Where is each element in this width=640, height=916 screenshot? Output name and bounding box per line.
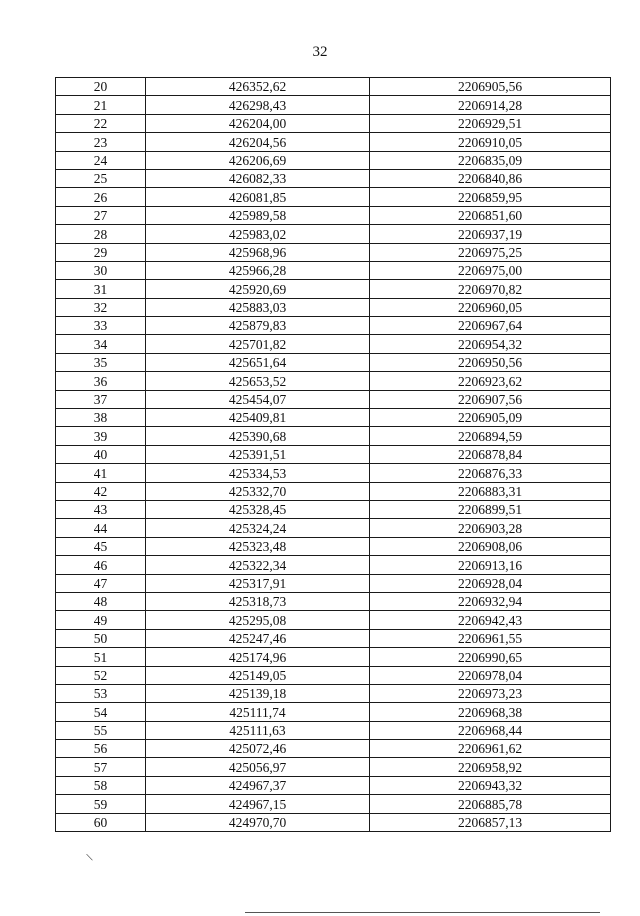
table-row bbox=[56, 684, 611, 702]
point-number-cell: 35 bbox=[56, 353, 146, 371]
y-coordinate-cell: 2206905,56 bbox=[370, 78, 611, 96]
table-row bbox=[56, 133, 611, 151]
y-coordinate-cell: 2206923,62 bbox=[370, 372, 611, 390]
table-row bbox=[56, 482, 611, 500]
x-coordinate-cell: 425174,96 bbox=[146, 648, 370, 666]
y-coordinate-cell: 2206907,56 bbox=[370, 390, 611, 408]
point-number-cell: 36 bbox=[56, 372, 146, 390]
point-number-cell: 41 bbox=[56, 464, 146, 482]
table-row bbox=[56, 390, 611, 408]
point-number-cell: 33 bbox=[56, 317, 146, 335]
y-coordinate-cell: 2206878,84 bbox=[370, 445, 611, 463]
point-number-cell: 24 bbox=[56, 151, 146, 169]
point-number-cell: 30 bbox=[56, 261, 146, 279]
y-coordinate-cell: 2206883,31 bbox=[370, 482, 611, 500]
coordinates-table-body bbox=[56, 78, 611, 832]
point-number-cell: 57 bbox=[56, 758, 146, 776]
y-coordinate-cell: 2206975,00 bbox=[370, 261, 611, 279]
y-coordinate-cell: 2206990,65 bbox=[370, 648, 611, 666]
x-coordinate-cell: 425332,70 bbox=[146, 482, 370, 500]
table-row bbox=[56, 335, 611, 353]
x-coordinate-cell: 425324,24 bbox=[146, 519, 370, 537]
point-number-cell: 46 bbox=[56, 556, 146, 574]
y-coordinate-cell: 2206910,05 bbox=[370, 133, 611, 151]
y-coordinate-cell: 2206978,04 bbox=[370, 666, 611, 684]
x-coordinate-cell: 425334,53 bbox=[146, 464, 370, 482]
table-row bbox=[56, 611, 611, 629]
point-number-cell: 39 bbox=[56, 427, 146, 445]
table-row bbox=[56, 592, 611, 610]
x-coordinate-cell: 425111,63 bbox=[146, 721, 370, 739]
y-coordinate-cell: 2206937,19 bbox=[370, 225, 611, 243]
x-coordinate-cell: 425968,96 bbox=[146, 243, 370, 261]
point-number-cell: 34 bbox=[56, 335, 146, 353]
table-row bbox=[56, 409, 611, 427]
table-row bbox=[56, 813, 611, 831]
point-number-cell: 45 bbox=[56, 537, 146, 555]
y-coordinate-cell: 2206899,51 bbox=[370, 500, 611, 518]
point-number-cell: 56 bbox=[56, 740, 146, 758]
point-number-cell: 49 bbox=[56, 611, 146, 629]
y-coordinate-cell: 2206973,23 bbox=[370, 684, 611, 702]
point-number-cell: 53 bbox=[56, 684, 146, 702]
stray-mark: \ bbox=[84, 849, 94, 865]
point-number-cell: 25 bbox=[56, 169, 146, 187]
table-row bbox=[56, 500, 611, 518]
x-coordinate-cell: 426352,62 bbox=[146, 78, 370, 96]
x-coordinate-cell: 425391,51 bbox=[146, 445, 370, 463]
point-number-cell: 32 bbox=[56, 298, 146, 316]
x-coordinate-cell: 425651,64 bbox=[146, 353, 370, 371]
y-coordinate-cell: 2206961,62 bbox=[370, 740, 611, 758]
x-coordinate-cell: 424970,70 bbox=[146, 813, 370, 831]
x-coordinate-cell: 426081,85 bbox=[146, 188, 370, 206]
table-row bbox=[56, 740, 611, 758]
y-coordinate-cell: 2206928,04 bbox=[370, 574, 611, 592]
point-number-cell: 44 bbox=[56, 519, 146, 537]
table-row bbox=[56, 703, 611, 721]
x-coordinate-cell: 425390,68 bbox=[146, 427, 370, 445]
y-coordinate-cell: 2206929,51 bbox=[370, 114, 611, 132]
table-row bbox=[56, 574, 611, 592]
table-row bbox=[56, 151, 611, 169]
point-number-cell: 38 bbox=[56, 409, 146, 427]
y-coordinate-cell: 2206908,06 bbox=[370, 537, 611, 555]
point-number-cell: 27 bbox=[56, 206, 146, 224]
table-row bbox=[56, 427, 611, 445]
x-coordinate-cell: 425701,82 bbox=[146, 335, 370, 353]
y-coordinate-cell: 2206950,56 bbox=[370, 353, 611, 371]
table-row bbox=[56, 261, 611, 279]
y-coordinate-cell: 2206968,44 bbox=[370, 721, 611, 739]
table-row bbox=[56, 353, 611, 371]
y-coordinate-cell: 2206913,16 bbox=[370, 556, 611, 574]
y-coordinate-cell: 2206835,09 bbox=[370, 151, 611, 169]
x-coordinate-cell: 425323,48 bbox=[146, 537, 370, 555]
x-coordinate-cell: 425966,28 bbox=[146, 261, 370, 279]
point-number-cell: 42 bbox=[56, 482, 146, 500]
x-coordinate-cell: 424967,15 bbox=[146, 795, 370, 813]
y-coordinate-cell: 2206903,28 bbox=[370, 519, 611, 537]
table-row bbox=[56, 629, 611, 647]
coordinates-table bbox=[55, 77, 611, 832]
table-row bbox=[56, 758, 611, 776]
y-coordinate-cell: 2206958,92 bbox=[370, 758, 611, 776]
x-coordinate-cell: 425920,69 bbox=[146, 280, 370, 298]
x-coordinate-cell: 425139,18 bbox=[146, 684, 370, 702]
y-coordinate-cell: 2206885,78 bbox=[370, 795, 611, 813]
point-number-cell: 58 bbox=[56, 776, 146, 794]
point-number-cell: 20 bbox=[56, 78, 146, 96]
point-number-cell: 26 bbox=[56, 188, 146, 206]
x-coordinate-cell: 426204,56 bbox=[146, 133, 370, 151]
x-coordinate-cell: 425247,46 bbox=[146, 629, 370, 647]
x-coordinate-cell: 425454,07 bbox=[146, 390, 370, 408]
point-number-cell: 50 bbox=[56, 629, 146, 647]
point-number-cell: 43 bbox=[56, 500, 146, 518]
point-number-cell: 47 bbox=[56, 574, 146, 592]
point-number-cell: 60 bbox=[56, 813, 146, 831]
x-coordinate-cell: 425318,73 bbox=[146, 592, 370, 610]
y-coordinate-cell: 2206840,86 bbox=[370, 169, 611, 187]
point-number-cell: 40 bbox=[56, 445, 146, 463]
table-row bbox=[56, 776, 611, 794]
y-coordinate-cell: 2206970,82 bbox=[370, 280, 611, 298]
table-row bbox=[56, 445, 611, 463]
x-coordinate-cell: 425983,02 bbox=[146, 225, 370, 243]
x-coordinate-cell: 426082,33 bbox=[146, 169, 370, 187]
x-coordinate-cell: 425295,08 bbox=[146, 611, 370, 629]
x-coordinate-cell: 425653,52 bbox=[146, 372, 370, 390]
x-coordinate-cell: 425111,74 bbox=[146, 703, 370, 721]
point-number-cell: 29 bbox=[56, 243, 146, 261]
y-coordinate-cell: 2206943,32 bbox=[370, 776, 611, 794]
point-number-cell: 22 bbox=[56, 114, 146, 132]
y-coordinate-cell: 2206905,09 bbox=[370, 409, 611, 427]
y-coordinate-cell: 2206961,55 bbox=[370, 629, 611, 647]
table-row bbox=[56, 225, 611, 243]
table-row bbox=[56, 298, 611, 316]
y-coordinate-cell: 2206960,05 bbox=[370, 298, 611, 316]
table-row bbox=[56, 648, 611, 666]
x-coordinate-cell: 426204,00 bbox=[146, 114, 370, 132]
page-number: 32 bbox=[312, 44, 328, 60]
x-coordinate-cell: 425409,81 bbox=[146, 409, 370, 427]
table-row bbox=[56, 96, 611, 114]
y-coordinate-cell: 2206932,94 bbox=[370, 592, 611, 610]
point-number-cell: 31 bbox=[56, 280, 146, 298]
point-number-cell: 37 bbox=[56, 390, 146, 408]
point-number-cell: 28 bbox=[56, 225, 146, 243]
point-number-cell: 21 bbox=[56, 96, 146, 114]
y-coordinate-cell: 2206975,25 bbox=[370, 243, 611, 261]
table-row bbox=[56, 464, 611, 482]
table-row bbox=[56, 372, 611, 390]
y-coordinate-cell: 2206859,95 bbox=[370, 188, 611, 206]
x-coordinate-cell: 425072,46 bbox=[146, 740, 370, 758]
bottom-edge-line bbox=[245, 912, 600, 913]
point-number-cell: 59 bbox=[56, 795, 146, 813]
y-coordinate-cell: 2206851,60 bbox=[370, 206, 611, 224]
x-coordinate-cell: 425322,34 bbox=[146, 556, 370, 574]
x-coordinate-cell: 425149,05 bbox=[146, 666, 370, 684]
table-row bbox=[56, 114, 611, 132]
table-row bbox=[56, 188, 611, 206]
table-row bbox=[56, 169, 611, 187]
point-number-cell: 23 bbox=[56, 133, 146, 151]
x-coordinate-cell: 425879,83 bbox=[146, 317, 370, 335]
point-number-cell: 51 bbox=[56, 648, 146, 666]
x-coordinate-cell: 426298,43 bbox=[146, 96, 370, 114]
table-row bbox=[56, 317, 611, 335]
x-coordinate-cell: 425328,45 bbox=[146, 500, 370, 518]
y-coordinate-cell: 2206968,38 bbox=[370, 703, 611, 721]
x-coordinate-cell: 424967,37 bbox=[146, 776, 370, 794]
x-coordinate-cell: 425883,03 bbox=[146, 298, 370, 316]
x-coordinate-cell: 426206,69 bbox=[146, 151, 370, 169]
point-number-cell: 48 bbox=[56, 592, 146, 610]
table-row bbox=[56, 243, 611, 261]
x-coordinate-cell: 425056,97 bbox=[146, 758, 370, 776]
table-row bbox=[56, 537, 611, 555]
y-coordinate-cell: 2206954,32 bbox=[370, 335, 611, 353]
y-coordinate-cell: 2206942,43 bbox=[370, 611, 611, 629]
table-row bbox=[56, 78, 611, 96]
y-coordinate-cell: 2206857,13 bbox=[370, 813, 611, 831]
y-coordinate-cell: 2206876,33 bbox=[370, 464, 611, 482]
table-row bbox=[56, 666, 611, 684]
x-coordinate-cell: 425317,91 bbox=[146, 574, 370, 592]
table-row bbox=[56, 795, 611, 813]
point-number-cell: 52 bbox=[56, 666, 146, 684]
y-coordinate-cell: 2206894,59 bbox=[370, 427, 611, 445]
table-row bbox=[56, 280, 611, 298]
table-row bbox=[56, 519, 611, 537]
x-coordinate-cell: 425989,58 bbox=[146, 206, 370, 224]
point-number-cell: 54 bbox=[56, 703, 146, 721]
point-number-cell: 55 bbox=[56, 721, 146, 739]
y-coordinate-cell: 2206914,28 bbox=[370, 96, 611, 114]
table-row bbox=[56, 721, 611, 739]
table-row bbox=[56, 206, 611, 224]
table-row bbox=[56, 556, 611, 574]
y-coordinate-cell: 2206967,64 bbox=[370, 317, 611, 335]
